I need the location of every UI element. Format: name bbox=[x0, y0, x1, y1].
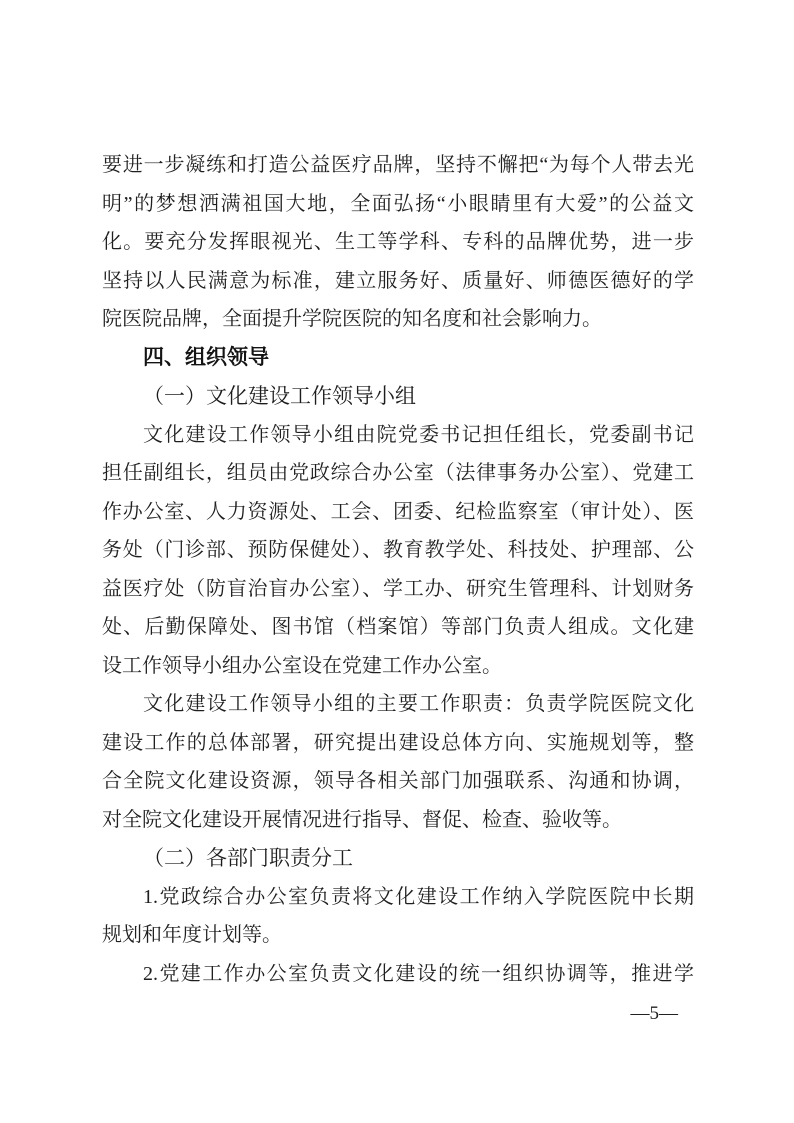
text-line: 规划和年度计划等。 bbox=[102, 924, 282, 946]
text-line: 院医院品牌，全面提升学院医院的知名度和社会影响力。 bbox=[102, 308, 602, 330]
text-line: 明”的梦想洒满祖国大地，全面弘扬“小眼睛里有大爱”的公益文 bbox=[102, 192, 694, 215]
section-heading: 四、组织领导 bbox=[143, 345, 269, 369]
text-line: 1.党政综合办公室负责将文化建设工作纳入学院医院中长期 bbox=[143, 885, 694, 908]
text-line: 对全院文化建设开展情况进行指导、督促、检查、验收等。 bbox=[102, 808, 622, 831]
text-line: 处、后勤保障处、图书馆（档案馆）等部门负责人组成。文化建 bbox=[102, 616, 694, 638]
text-line: 文化建设工作领导小组的主要工作职责：负责学院医院文化 bbox=[143, 693, 694, 715]
subsection-heading: （二）各部门职责分工 bbox=[143, 846, 353, 870]
text-line: 2.党建工作办公室负责文化建设的统一组织协调等，推进学 bbox=[143, 962, 694, 985]
text-line: 益医疗处（防盲治盲办公室）、学工办、研究生管理科、计划财务 bbox=[102, 577, 694, 600]
text-line: 作办公室、人力资源处、工会、团委、纪检监察室（审计处）、医 bbox=[102, 500, 694, 523]
text-line: 建设工作的总体部署，研究提出建设总体方向、实施规划等，整 bbox=[102, 731, 694, 754]
text-line: 担任副组长，组员由党政综合办公室（法律事务办公室）、党建工 bbox=[102, 462, 694, 484]
document-body bbox=[102, 146, 694, 993]
text-line: 坚持以人民满意为标准，建立服务好、质量好、师德医德好的学 bbox=[102, 269, 694, 292]
text-line: 化。要充分发挥眼视光、生工等学科、专科的品牌优势，进一步 bbox=[102, 231, 694, 253]
text-line: 务处（门诊部、预防保健处）、教育教学处、科技处、护理部、公 bbox=[102, 539, 694, 561]
page-number: —5— bbox=[630, 1003, 678, 1024]
text-line: 设工作领导小组办公室设在党建工作办公室。 bbox=[102, 654, 502, 677]
text-line: 文化建设工作领导小组由院党委书记担任组长，党委副书记 bbox=[143, 423, 694, 446]
text-line: 合全院文化建设资源，领导各相关部门加强联系、沟通和协调， bbox=[102, 770, 694, 792]
subsection-heading: （一）文化建设工作领导小组 bbox=[143, 384, 416, 408]
text-line: 要进一步凝练和打造公益医疗品牌，坚持不懈把“为每个人带去光 bbox=[102, 154, 694, 176]
